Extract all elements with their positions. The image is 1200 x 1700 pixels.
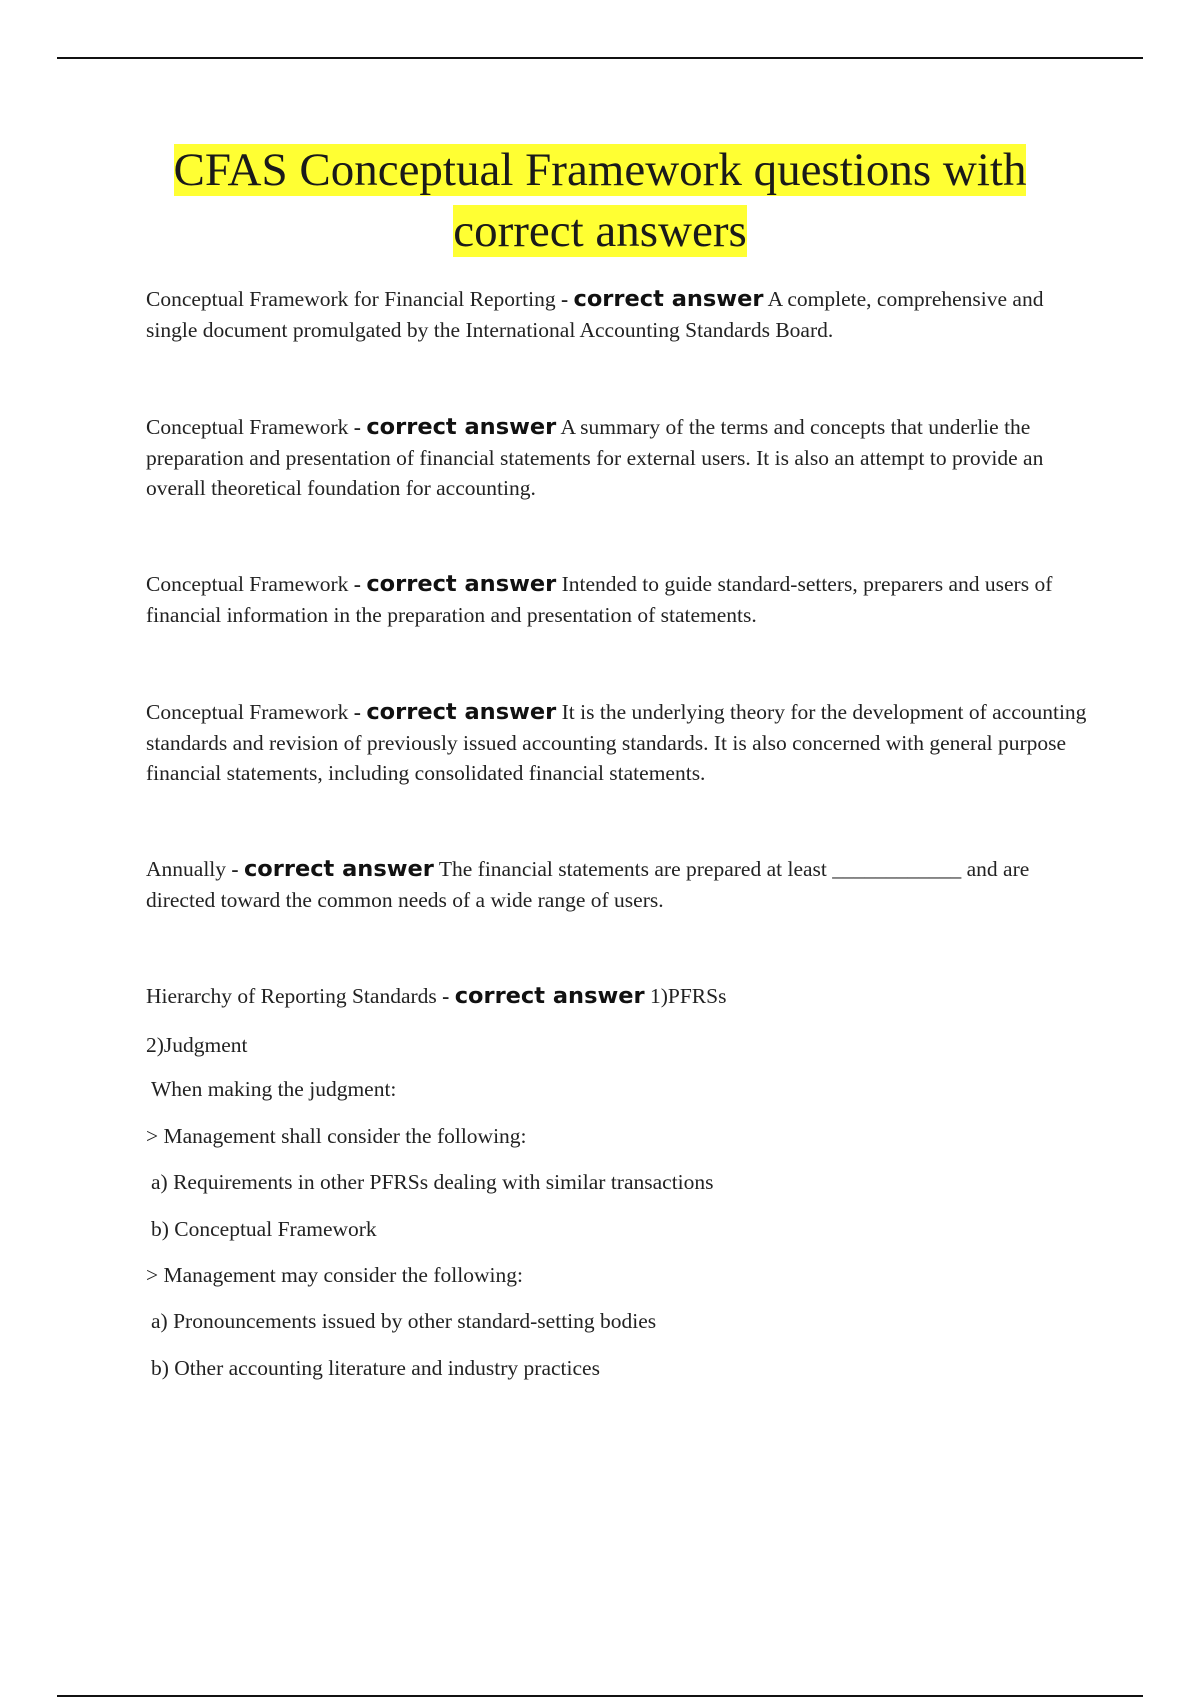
entry-definition: The financial statements are prepared at least ____________ and are directed toward the common needs of a wide range of users. [146, 857, 1030, 912]
document-title [100, 140, 1100, 262]
hierarchy-line: b) Other accounting literature and industry practices [151, 1356, 600, 1380]
qa-entry [146, 284, 1092, 345]
correct-answer-label: correct answer [366, 414, 557, 440]
entry-term: Conceptual Framework for Financial Reporting [146, 287, 556, 311]
qa-entry [146, 412, 1092, 504]
entry-term: Conceptual Framework [146, 572, 349, 596]
entry-separator: - [226, 857, 244, 881]
entry-separator: - [555, 287, 574, 311]
entry-separator: - [348, 415, 367, 439]
entry-separator: - [348, 700, 367, 724]
qa-entry [146, 697, 1092, 789]
entry-separator: - [436, 984, 455, 1008]
entry-definition: A complete, comprehensive and single document promulgated by the International Accounting Standards Board. [146, 287, 1044, 342]
entry-term: Conceptual Framework [146, 415, 349, 439]
hierarchy-line: When making the judgment: [151, 1077, 397, 1101]
title-line-2: correct answers [453, 205, 747, 257]
correct-answer-label: correct answer [366, 699, 557, 725]
qa-entry [146, 981, 1092, 1012]
entry-term: Annually [146, 857, 227, 881]
entry-definition: Intended to guide standard-setters, preparers and users of financial information in the preparation and presentation of statements. [146, 572, 1053, 627]
correct-answer-label: correct answer [454, 983, 645, 1009]
entry-term: Hierarchy of Reporting Standards [146, 984, 437, 1008]
hierarchy-line: > Management shall consider the following: [146, 1124, 527, 1148]
bottom-rule [57, 1695, 1143, 1697]
hierarchy-line: a) Requirements in other PFRSs dealing with similar transactions [151, 1170, 714, 1194]
entry-separator: - [348, 572, 367, 596]
correct-answer-label: correct answer [573, 286, 764, 312]
title-line-1: CFAS Conceptual Framework questions with [173, 144, 1027, 196]
entry-definition: A summary of the terms and concepts that underlie the preparation and presentation of financial statements for external users. It is also an attempt to provide an overall theoretical foundation for accounting. [146, 415, 1044, 500]
correct-answer-label: correct answer [243, 856, 434, 882]
correct-answer-label: correct answer [366, 571, 557, 597]
entry-term: Conceptual Framework [146, 700, 349, 724]
hierarchy-line: > Management may consider the following: [146, 1263, 523, 1287]
hierarchy-line: b) Conceptual Framework [151, 1217, 377, 1241]
entry-definition: 1)PFRSs [649, 984, 727, 1008]
hierarchy-line: 2)Judgment [146, 1033, 248, 1057]
hierarchy-line: a) Pronouncements issued by other standard-setting bodies [151, 1309, 657, 1333]
entry-definition: It is the underlying theory for the development of accounting standards and revision of previously issued accounting standards. It is also concerned with general purpose financial statements, including consolidated financial statements. [146, 700, 1087, 785]
top-rule [57, 57, 1143, 59]
qa-entry [146, 569, 1092, 630]
qa-entry [146, 854, 1092, 915]
